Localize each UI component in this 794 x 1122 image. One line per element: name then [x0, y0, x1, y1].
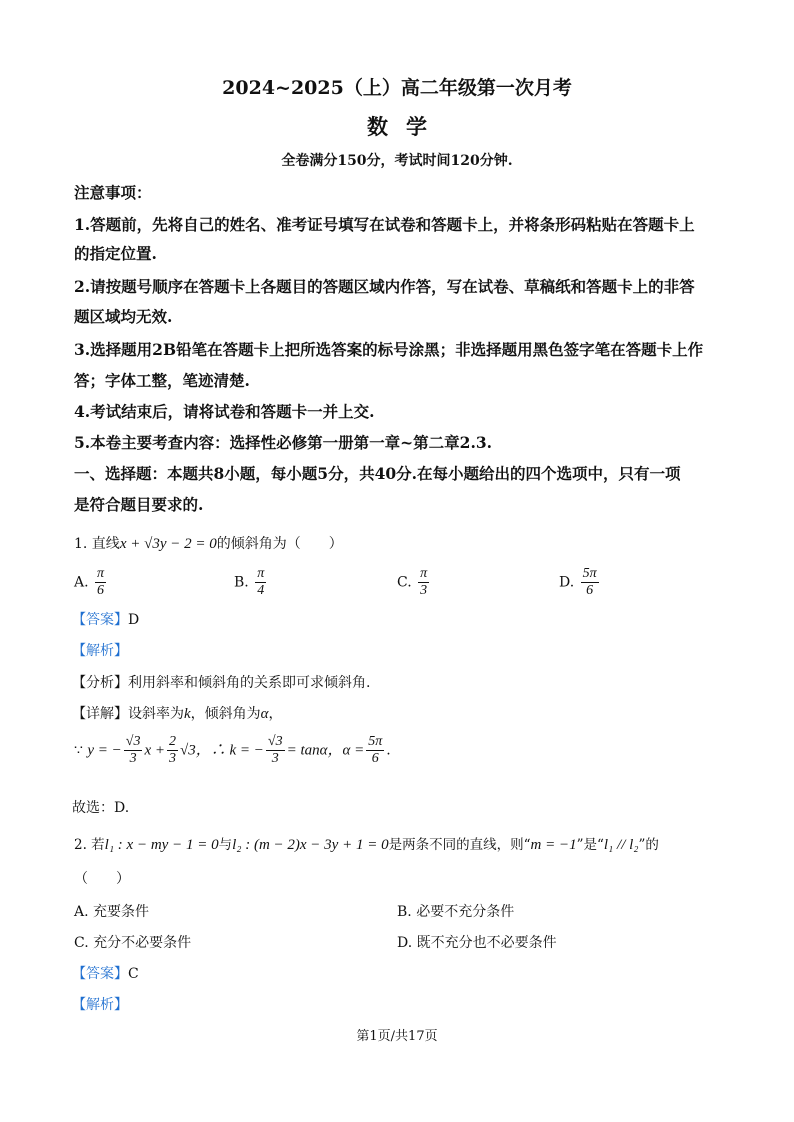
note-line: 4.考试结束后，请将试卷和答题卡一并上交. [74, 402, 375, 421]
frac-den: 3 [169, 751, 176, 766]
frac-num: 5π [582, 566, 597, 581]
analysis-tag: 解析 [86, 643, 114, 659]
q1-suffix: 的倾斜角为（ ） [216, 536, 343, 552]
frac-den: 6 [371, 751, 379, 766]
option-text: 充要条件 [93, 904, 150, 920]
q1-option-b [234, 566, 268, 599]
fenxi-text: 利用斜率和倾斜角的关系即可求倾斜角. [128, 675, 371, 691]
q1-derivation [74, 734, 391, 767]
answer-tag: 答案 [86, 966, 114, 982]
detail-text: ，倾斜角为 [190, 706, 261, 722]
q1-option-c [397, 566, 431, 599]
frac-num: π [420, 566, 428, 581]
q2-line-1: l₁ : x − my − 1 = 0 [104, 837, 219, 853]
q1-equation: x + √3y − 2 = 0 [119, 536, 217, 552]
notes-heading: 注意事项： [74, 183, 152, 202]
q1-conclusion: 故选：D. [72, 800, 130, 816]
fraction [366, 734, 384, 767]
q2-analysis-tag: 【解析】 [72, 997, 128, 1013]
q2-option-a [74, 901, 149, 921]
frac-num: √3 [267, 734, 283, 749]
section-heading: 一、选择题：本题共8小题，每小题5分，共40分.在每小题给出的四个选项中，只有一项 [74, 464, 681, 483]
frac-num: π [97, 566, 105, 581]
frac-den: 6 [586, 583, 594, 598]
q2-option-c [74, 932, 191, 952]
q2-text: 2. 若 [74, 837, 105, 853]
answer-tag: 答案 [86, 612, 114, 628]
q2-text: ”的 [638, 837, 659, 853]
option-label: D. [397, 935, 413, 951]
section-heading-cont: 是符合题目要求的. [74, 495, 204, 514]
var-alpha: α [260, 706, 269, 722]
frac-num: 5π [368, 734, 383, 749]
option-label: A. [74, 574, 89, 591]
option-label: C. [74, 935, 89, 951]
q1-option-a [74, 566, 108, 599]
analysis-tag: 解析 [86, 997, 114, 1013]
math-text: x + [144, 742, 165, 759]
q2-text: 是两条不同的直线，则“ [388, 837, 531, 853]
q2-text: 与 [218, 837, 233, 853]
math-text: y = − [87, 742, 122, 759]
frac-num: π [257, 566, 265, 581]
detail-text: 设斜率为 [128, 706, 184, 722]
note-line: 5.本卷主要考查内容：选择性必修第一册第一章~第二章2.3. [74, 433, 493, 452]
frac-den: 3 [129, 751, 137, 766]
subject-title: 数学 [367, 114, 445, 139]
q1-option-d [559, 566, 601, 599]
option-label: A. [74, 904, 89, 920]
answer-value: D [128, 612, 140, 628]
q2-option-d [397, 932, 557, 952]
option-fraction [581, 566, 599, 599]
math-text: ，∴ k = − [195, 742, 264, 759]
exam-note: 全卷满分150分，考试时间120分钟. [281, 153, 513, 169]
fenxi-tag: 分析 [86, 675, 114, 691]
option-label: B. [397, 904, 412, 920]
note-line: 答；字体工整，笔迹清楚. [74, 371, 250, 390]
q1-answer: 【答案】D [72, 612, 140, 628]
q1-detail: 【详解】设斜率为k，倾斜角为α， [72, 706, 283, 722]
q2-text: ”是“ [576, 837, 604, 853]
answer-value: C [128, 966, 139, 982]
option-text: 充分不必要条件 [93, 935, 192, 951]
option-label: D. [559, 574, 575, 591]
q2-answer: 【答案】C [72, 966, 139, 982]
option-label: C. [397, 574, 412, 591]
page-number: 第1页/共17页 [356, 1029, 438, 1044]
fraction [266, 734, 285, 767]
frac-den: 3 [420, 583, 428, 598]
frac-num: 2 [169, 734, 176, 749]
option-label: B. [234, 574, 249, 591]
page-title: 2024~2025（上）高二年级第一次月考 [222, 77, 572, 99]
q2-line-2: l₂ : (m − 2)x − 3y + 1 = 0 [232, 837, 389, 853]
option-text: 必要不充分条件 [416, 904, 515, 920]
note-line: 3.选择题用2B铅笔在答题卡上把所选答案的标号涂黑；非选择题用黑色签字笔在答题卡上作 [74, 340, 704, 359]
option-text: 既不充分也不必要条件 [416, 935, 557, 951]
frac-den: 4 [257, 583, 265, 598]
math-text: √3 [180, 742, 196, 759]
option-fraction [95, 566, 106, 599]
frac-den: 3 [271, 751, 279, 766]
frac-den: 6 [97, 583, 105, 598]
note-line: 2.请按题号顺序在答题卡上各题目的答题区域内作答，写在试卷、草稿纸和答题卡上的非答 [74, 277, 695, 296]
question-2 [74, 833, 659, 854]
option-fraction [418, 566, 429, 599]
because-symbol: ∵ [74, 742, 83, 759]
q2-parallel: l₁ // l₂ [603, 837, 639, 853]
detail-tag: 详解 [86, 706, 114, 722]
fraction [124, 734, 143, 767]
note-line: 题区域均无效. [74, 307, 173, 326]
q2-blank: （ ） [74, 871, 130, 887]
note-line: 的指定位置. [74, 244, 157, 263]
var-k: k [184, 706, 191, 722]
option-fraction [255, 566, 266, 599]
q2-condition: m = −1 [530, 837, 577, 853]
fraction [167, 734, 178, 767]
frac-num: √3 [125, 734, 141, 749]
math-text: . [386, 742, 391, 759]
q1-prefix: 1. 直线 [74, 536, 120, 552]
question-1 [74, 533, 343, 553]
q1-fenxi: 【分析】利用斜率和倾斜角的关系即可求倾斜角. [72, 675, 371, 691]
math-text: ，α = [327, 742, 365, 759]
math-text: = tanα [286, 742, 328, 759]
q2-option-b [397, 901, 514, 921]
q1-analysis-tag: 【解析】 [72, 643, 128, 659]
detail-text: ， [268, 706, 283, 722]
note-line: 1.答题前，先将自己的姓名、准考证号填写在试卷和答题卡上，并将条形码粘贴在答题卡上 [74, 215, 695, 234]
